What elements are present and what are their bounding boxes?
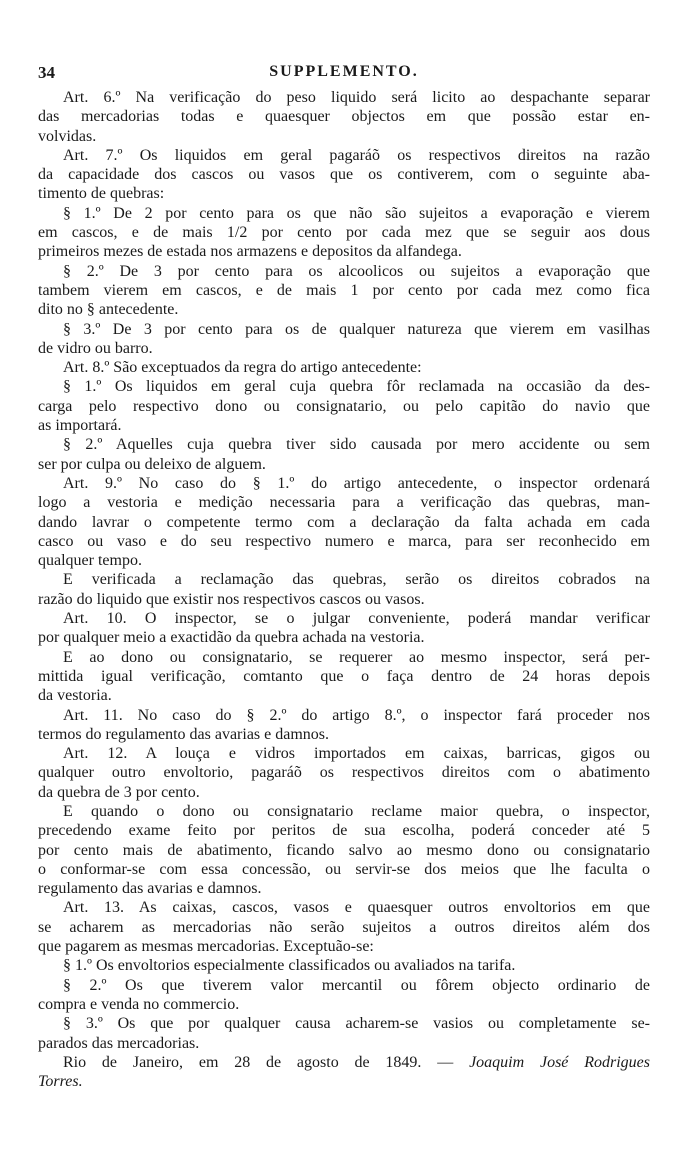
text-line: E quando o dono ou consignatario reclame maior quebra, o inspector, xyxy=(63,802,650,820)
text-line: da quebra de 3 por cento. xyxy=(38,783,200,801)
paragraph xyxy=(38,262,650,320)
text-line: ser por culpa ou deleixo de alguem. xyxy=(38,455,266,473)
text-line: § 2.º De 3 por cento para os alcoolicos ou sujeitos a evaporação que xyxy=(63,262,650,280)
text-line: § 1.º Os envoltorios especialmente classificados ou avaliados na tarifa. xyxy=(63,957,516,975)
text-line: Art. 12. A louça e vidros importados em caixas, barricas, gigos ou xyxy=(63,745,650,763)
text-line: mittida igual verificação, comtanto que o faça dentro de 24 horas depois xyxy=(38,667,650,685)
paragraph xyxy=(38,706,650,745)
text-line: dando lavrar o competente termo com a declaração da falta achada em cada xyxy=(38,513,650,531)
text-line: dito no § antecedente. xyxy=(38,301,179,319)
text-line: termos do regulamento das avarias e damnos. xyxy=(38,725,330,743)
text-line: Art. 8.º São exceptuados da regra do artigo antecedente: xyxy=(63,359,422,377)
text-line: logo a vestoria e medição necessaria para a verificação das quebras, man- xyxy=(38,494,650,512)
text-line: Art. 6.º Na verificação do peso liquido será licito ao despachante separar xyxy=(63,89,650,106)
signature-continuation: Torres. xyxy=(38,1073,83,1091)
paragraph xyxy=(38,474,650,570)
text-line: da vestoria. xyxy=(38,687,112,705)
running-title: SUPPLEMENTO. xyxy=(269,63,419,80)
document-body xyxy=(38,88,650,1091)
text-line: as importará. xyxy=(38,417,122,435)
paragraph xyxy=(38,570,650,609)
paragraph xyxy=(38,898,650,956)
text-line: precedendo exame feito por peritos de sua escolha, poderá conceder até 5 xyxy=(38,822,650,840)
paragraph xyxy=(38,976,650,1015)
paragraph xyxy=(38,648,650,706)
paragraph xyxy=(38,435,650,474)
text-line: carga pelo respectivo dono ou consignatario, ou pelo capitão do navio que xyxy=(38,397,650,415)
text-line: por cento mais de abatimento, ficando salvo ao mesmo dono ou consignatario xyxy=(38,841,650,859)
paragraph xyxy=(38,146,650,204)
text-line: da capacidade dos cascos ou vasos que os contiverem, com o seguinte aba- xyxy=(38,166,650,184)
text-line: Art. 9.º No caso do § 1.º do artigo antecedente, o inspector ordenará xyxy=(63,474,650,492)
text-line: § 3.º Os que por qualquer causa acharem-se vasios ou completamente se- xyxy=(63,1015,650,1033)
text-line: § 3.º De 3 por cento para os de qualquer natureza que vierem em vasilhas xyxy=(63,320,650,338)
text-line: casco ou vaso e do seu respectivo numero e marca, para ser reconhecido em xyxy=(38,532,650,550)
text-line: E ao dono ou consignatario, se requerer ao mesmo inspector, será per- xyxy=(63,648,650,666)
text-line: primeiros mezes de estada nos armazens e depositos da alfandega. xyxy=(38,243,462,261)
text-line: E verificada a reclamação das quebras, serão os direitos cobrados na xyxy=(63,571,650,589)
page-header xyxy=(38,63,650,85)
text-line: Art. 11. No caso do § 2.º do artigo 8.º, o inspector fará proceder nos xyxy=(63,706,650,724)
paragraph xyxy=(38,956,650,975)
text-line: regulamento das avarias e damnos. xyxy=(38,880,262,898)
text-line: § 2.º Os que tiverem valor mercantil ou fôrem objecto ordinario de xyxy=(63,976,650,994)
text-line: volvidas. xyxy=(38,127,97,145)
text-line: timento de quebras: xyxy=(38,185,165,203)
paragraph xyxy=(38,609,650,648)
closing-line xyxy=(38,1053,650,1072)
text-line: em cascos, e de mais 1/2 por cento por cada mez que se seguir aos dous xyxy=(38,224,650,242)
text-line: Art. 10. O inspector, se o julgar conveniente, poderá mandar verificar xyxy=(63,610,650,628)
paragraph xyxy=(38,204,650,262)
closing-paragraph xyxy=(38,1053,650,1092)
text-line: de vidro ou barro. xyxy=(38,339,153,357)
text-line: Art. 7.º Os liquidos em geral pagaráõ os respectivos direitos na razão xyxy=(63,146,650,164)
text-line: por qualquer meio a exactidão da quebra achada na vestoria. xyxy=(38,629,425,647)
text-line: que pagarem as mesmas mercadorias. Exceptuão-se: xyxy=(38,938,374,956)
page-number: 34 xyxy=(38,63,55,82)
place-date: Rio de Janeiro, em 28 de agosto de 1849. — xyxy=(63,1053,470,1071)
text-line: § 1.º Os liquidos em geral cuja quebra fôr reclamada na occasião da des- xyxy=(63,378,650,396)
text-line: § 2.º Aquelles cuja quebra tiver sido causada por mero accidente ou sem xyxy=(63,436,650,454)
text-line: compra e venda no commercio. xyxy=(38,995,240,1013)
paragraph xyxy=(38,1014,650,1053)
text-line: tambem vierem em cascos, e de mais 1 por cento por cada mez como fica xyxy=(38,281,650,299)
text-line: parados das mercadorias. xyxy=(38,1034,200,1052)
text-line: Art. 13. As caixas, cascos, vasos e quaesquer outros envoltorios em que xyxy=(63,899,650,917)
signature: Joaquim José Rodrigues xyxy=(469,1053,650,1071)
paragraph xyxy=(38,802,650,898)
text-line: qualquer tempo. xyxy=(38,552,142,570)
paragraph xyxy=(38,744,650,802)
paragraph xyxy=(38,377,650,435)
text-line: o conformar-se com essa concessão, ou servir-se dos meios que lhe faculta o xyxy=(38,860,650,878)
text-line: § 1.º De 2 por cento para os que não são sujeitos a evaporação e vierem xyxy=(63,204,650,222)
paragraph xyxy=(38,358,650,377)
text-line: das mercadorias todas e quaesquer objectos em que possão estar en- xyxy=(38,108,650,126)
text-line: qualquer outro envoltorio, pagaráõ os respectivos direitos com o abatimento xyxy=(38,764,650,782)
text-line: razão do liquido que existir nos respectivos cascos ou vasos. xyxy=(38,590,425,608)
paragraph xyxy=(38,320,650,359)
paragraph xyxy=(38,88,650,146)
text-line: se acharem as mercadorias não serão sujeitos a outros direitos além dos xyxy=(38,918,650,936)
